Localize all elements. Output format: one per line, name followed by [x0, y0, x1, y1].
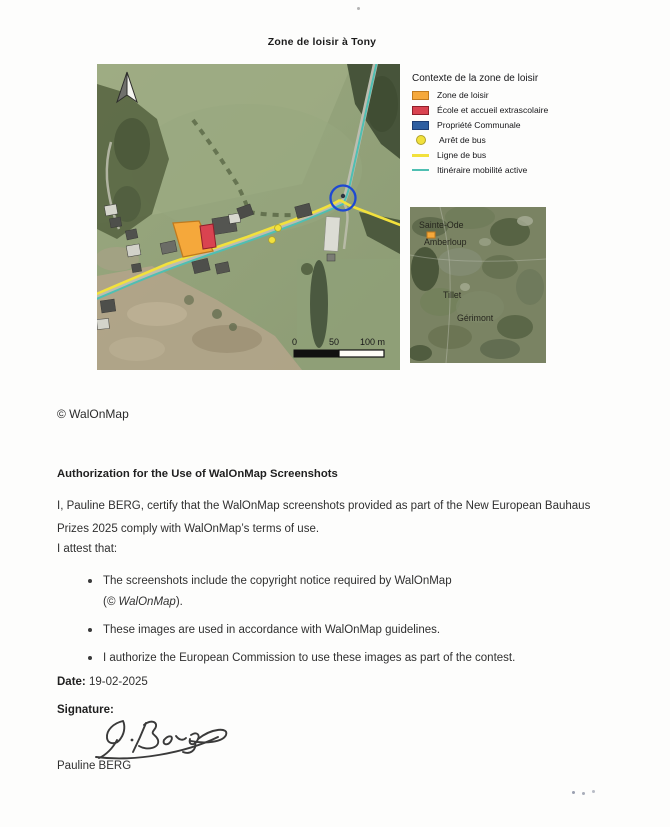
propriete-swatch: [412, 121, 429, 130]
bullet1-paren-open: (: [103, 596, 107, 608]
legend-item-ligne-de-bus: Ligne de bus: [412, 150, 602, 160]
signed-name: Pauline BERG: [57, 760, 132, 772]
bullet1-line1: The screenshots include the copyright notice required by WalOnMap: [103, 575, 452, 587]
inset-map: [410, 207, 546, 363]
scale-label-100m: 100 m: [360, 337, 386, 347]
bus-stop-dot: [275, 225, 282, 232]
legend-item-ecole: École et accueil extrascolaire: [412, 105, 602, 115]
legend-item-itineraire-mobilite: Itinéraire mobilité active: [412, 165, 602, 175]
bullet-guidelines: These images are used in accordance with WalOnMap guidelines.: [85, 620, 590, 641]
legend-item-arret-de-bus: Arrêt de bus: [412, 135, 602, 145]
intro-paragraph: I, Pauline BERG, certify that the WalOnMap screenshots provided as part of the New European Bauhaus Prizes 2025 comply with WalOnMap’s terms of use.: [57, 500, 591, 535]
signature-handwriting: [90, 711, 235, 763]
map-title: Zone de loisir à Tony: [267, 36, 377, 48]
highlight-dot: [341, 194, 345, 198]
attest-line: I attest that:: [57, 543, 118, 555]
map-legend: [412, 73, 602, 180]
tree-row: [310, 260, 328, 348]
white-barn: [324, 217, 340, 252]
scan-speck: [572, 791, 575, 794]
inset-label-sainte-ode: Sainte-Ode: [419, 220, 464, 230]
bus-line-swatch: [412, 154, 429, 157]
bus-stop-swatch: [416, 135, 426, 145]
zone-de-loisir-swatch: [412, 91, 429, 100]
walonmap-copyright: © WalOnMap: [57, 407, 129, 421]
scale-label-50: 50: [329, 337, 340, 347]
bullet1-paren-close: ).: [175, 596, 183, 608]
scale-label-0: 0: [292, 337, 298, 347]
mobility-line-swatch: [412, 169, 429, 171]
scan-speck: [357, 7, 360, 10]
inset-label-gerimont: Gérimont: [457, 313, 494, 323]
date-value: 19-02-2025: [88, 676, 148, 688]
bullet-authorize-commission: I authorize the European Commission to use these images as part of the contest.: [85, 648, 590, 669]
ecole-polygon: [200, 224, 216, 249]
date-row: [57, 676, 148, 688]
signature-label: Signature:: [57, 704, 114, 716]
bullet-copyright-notice: [85, 571, 590, 613]
legend-title: Contexte de la zone de loisir: [412, 73, 539, 84]
bus-stop-dot: [269, 237, 276, 244]
inset-label-amberloup: Amberloup: [424, 237, 467, 247]
bullet1-italic-copyright: © WalOnMap: [106, 596, 176, 608]
authorization-heading: Authorization for the Use of WalOnMap Screenshots: [57, 468, 338, 480]
legend-item-propriete-communale: Propriété Communale: [412, 120, 602, 130]
ecole-swatch: [412, 106, 429, 115]
main-map: [97, 64, 400, 370]
inset-label-tillet: Tillet: [443, 290, 462, 300]
legend-item-zone-de-loisir: Zone de loisir: [412, 90, 602, 100]
date-label: Date:: [57, 676, 86, 688]
